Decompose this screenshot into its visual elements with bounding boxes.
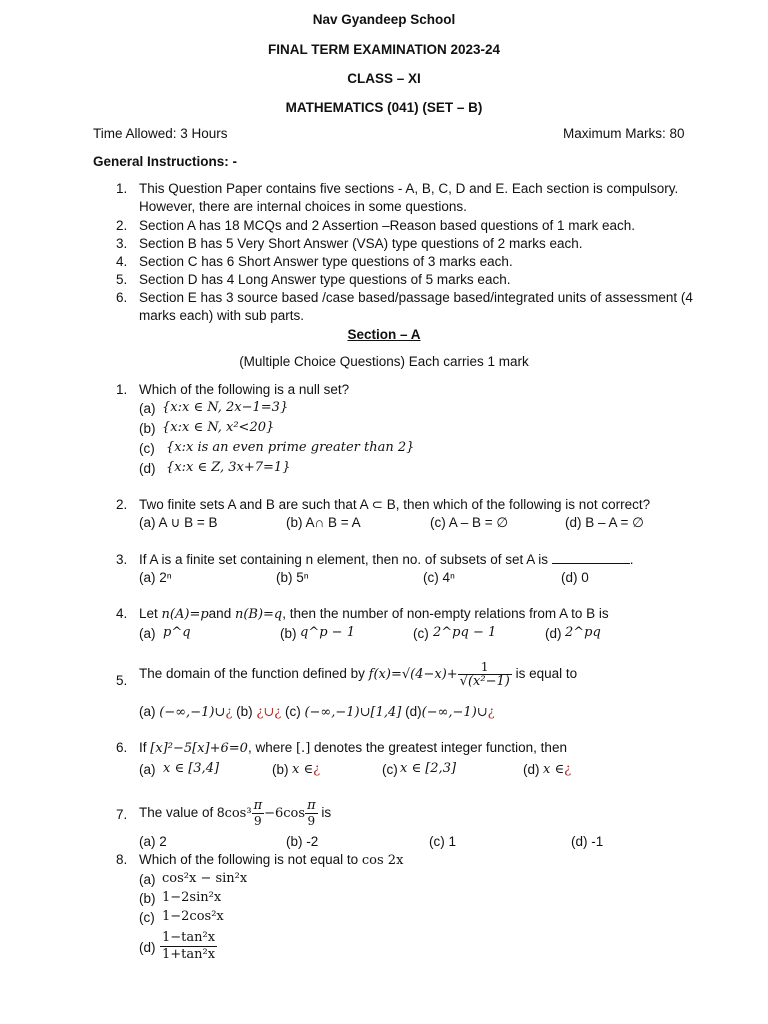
fraction bbox=[305, 799, 318, 828]
math-expression: cos 2x bbox=[361, 853, 404, 868]
option-line bbox=[139, 704, 495, 720]
option-math: x ∈ [2,3] bbox=[400, 761, 457, 776]
fraction-denominator: √(x²−1) bbox=[459, 674, 510, 689]
instruction-text: Section B has 5 Very Short Answer (VSA) type questions of 2 marks each. bbox=[139, 236, 583, 251]
fraction-numerator: 1 bbox=[458, 660, 512, 675]
instruction-text: However, there are internal choices in some questions. bbox=[139, 199, 467, 214]
option: (b) -2 bbox=[286, 834, 319, 849]
option: (b) 5ⁿ bbox=[276, 570, 309, 585]
math-cos: cos³ bbox=[224, 806, 252, 822]
math-expression: n(B)=q bbox=[234, 607, 283, 622]
option-label: (a) bbox=[139, 704, 156, 719]
subject-label: MATHEMATICS (041) (SET – B) bbox=[285, 100, 483, 115]
option: (d) -1 bbox=[571, 834, 604, 849]
question-text: , where bbox=[247, 740, 293, 755]
question-number: 4. bbox=[116, 606, 128, 621]
option-math: x ∈ bbox=[292, 762, 314, 777]
question-text: Which of the following is not equal to bbox=[139, 852, 359, 867]
instruction-text: This Question Paper contains five sections - A, B, C, D and E. Each section is compulsory. bbox=[139, 181, 679, 196]
instruction-number: 6. bbox=[116, 290, 128, 305]
instruction-number: 5. bbox=[116, 272, 128, 287]
question-text-line bbox=[139, 852, 403, 868]
instruction-number: 4. bbox=[116, 254, 128, 269]
option: (c) 4ⁿ bbox=[423, 570, 455, 585]
option-math: p^q bbox=[163, 625, 191, 640]
fraction-numerator: 1−tan²x bbox=[162, 930, 216, 945]
question-number: 2. bbox=[116, 497, 128, 512]
question-text: denotes the greatest integer function, then bbox=[314, 740, 567, 755]
question-number: 7. bbox=[116, 807, 128, 822]
question-text: , then the number of non-empty relations from A to B is bbox=[282, 606, 609, 621]
option-label: (c) bbox=[382, 762, 398, 777]
question-end: . bbox=[629, 552, 634, 567]
option-math: x ∈ [3,4] bbox=[163, 761, 220, 776]
math-expression: [x]²−5[x]+6=0 bbox=[150, 741, 248, 756]
option-label: (d) bbox=[139, 461, 156, 476]
option-label: (c) bbox=[284, 704, 301, 719]
class-label: CLASS – XI bbox=[347, 71, 421, 86]
exam-title: FINAL TERM EXAMINATION 2023-24 bbox=[267, 42, 501, 57]
option-label: (b) bbox=[272, 762, 289, 777]
instruction-text: Section D has 4 Long Answer type questions of 5 marks each. bbox=[139, 272, 511, 287]
option: (d) 0 bbox=[561, 570, 589, 585]
question-text-line bbox=[139, 660, 577, 689]
math-expression: f(x)=√(4−x)+ bbox=[368, 667, 458, 683]
option-math: {x:x ∈ Z, 3x+7=1} bbox=[166, 460, 291, 475]
option-symbol: ¿∪¿ bbox=[256, 705, 282, 720]
option-math: {x:x is an even prime greater than 2} bbox=[166, 440, 415, 455]
maximum-marks: Maximum Marks: 80 bbox=[563, 126, 685, 141]
option-label: (a) bbox=[139, 872, 156, 887]
question-number: 3. bbox=[116, 552, 128, 567]
option-math-wrap bbox=[292, 761, 320, 777]
instruction-text: Section E has 3 source based /case based/passage based/integrated units of assessment (4 bbox=[139, 290, 693, 305]
option-label: (b) bbox=[139, 891, 156, 906]
fraction-denominator: 9 bbox=[254, 814, 262, 828]
question-text-line bbox=[139, 799, 331, 828]
option-label: (d) bbox=[139, 940, 156, 955]
option-math: 2^pq − 1 bbox=[433, 625, 497, 640]
question-text: If A is a finite set containing n element, then no. of subsets of set A is bbox=[139, 552, 549, 567]
question-text-line bbox=[139, 740, 567, 756]
option-math: q^p − 1 bbox=[300, 625, 355, 640]
question-text: is bbox=[321, 805, 332, 821]
option: (c) 1 bbox=[429, 834, 456, 849]
option-label: (d) bbox=[545, 626, 562, 641]
answer-blank bbox=[552, 552, 630, 564]
option-math: {x:x ∈ N, 2x−1=3} bbox=[162, 400, 289, 415]
option-label: (a) bbox=[139, 626, 156, 641]
question-text: and bbox=[208, 606, 232, 621]
option-symbol: ¿ bbox=[313, 762, 321, 777]
fraction-denominator: 9 bbox=[307, 814, 316, 828]
question-text: is equal to bbox=[515, 666, 578, 682]
time-allowed: Time Allowed: 3 Hours bbox=[93, 126, 228, 141]
math-bracket: [.] bbox=[295, 741, 311, 756]
option-label: (b) bbox=[139, 421, 156, 436]
option-math: (−∞,−1)∪[1,4] bbox=[304, 705, 402, 720]
question-text: Which of the following is a null set? bbox=[139, 382, 350, 397]
option-label: (b) bbox=[236, 704, 253, 719]
option-label: (d) bbox=[523, 762, 540, 777]
option-symbol: ¿ bbox=[487, 705, 495, 720]
question-text: The value of 8 bbox=[139, 805, 225, 821]
question-number: 8. bbox=[116, 852, 128, 867]
section-title: Section – A bbox=[347, 327, 421, 342]
question-text: Let bbox=[139, 606, 158, 621]
option-math: cos²x − sin²x bbox=[162, 871, 248, 886]
fraction bbox=[160, 930, 217, 963]
option-label: (a) bbox=[139, 401, 156, 416]
option: (a) 2ⁿ bbox=[139, 570, 172, 585]
option: (d) B – A = ∅ bbox=[565, 515, 644, 530]
option-symbol: ¿ bbox=[225, 705, 233, 720]
question-text-line bbox=[139, 552, 634, 567]
school-name: Nav Gyandeep School bbox=[312, 12, 456, 27]
option-math: (−∞,−1)∪ bbox=[159, 705, 226, 720]
question-number: 6. bbox=[116, 740, 128, 755]
option: (a) A ∪ B = B bbox=[139, 515, 218, 530]
instruction-text: Section C has 6 Short Answer type questions of 3 marks each. bbox=[139, 254, 513, 269]
section-subtitle: (Multiple Choice Questions) Each carries 1 mark bbox=[239, 354, 529, 369]
option: (a) 2 bbox=[139, 834, 167, 849]
question-number: 1. bbox=[116, 382, 128, 397]
instruction-text: Section A has 18 MCQs and 2 Assertion –Reason based questions of 1 mark each. bbox=[139, 218, 636, 233]
math-expression: −6cos bbox=[264, 806, 306, 822]
question-text-line bbox=[139, 606, 609, 622]
option-label: (c) bbox=[413, 626, 429, 641]
option-math: 1−2sin²x bbox=[162, 890, 222, 905]
option-label: (c) bbox=[139, 441, 155, 456]
instruction-number: 3. bbox=[116, 236, 128, 251]
option-math: (−∞,−1)∪ bbox=[421, 705, 488, 720]
question-number: 5. bbox=[116, 673, 128, 688]
instruction-text: marks each) with sub parts. bbox=[139, 308, 305, 323]
instruction-number: 2. bbox=[116, 218, 128, 233]
question-text: If bbox=[139, 740, 147, 755]
fraction-numerator: π bbox=[307, 798, 316, 813]
instruction-number: 1. bbox=[116, 181, 128, 196]
instructions-title: General Instructions: - bbox=[93, 154, 238, 169]
fraction bbox=[252, 799, 265, 828]
option: (c) A – B = ∅ bbox=[430, 515, 509, 530]
option-label: (d) bbox=[405, 704, 422, 719]
option: (b) A∩ B = A bbox=[286, 515, 361, 530]
option-math: {x:x ∈ N, x²<20} bbox=[162, 420, 275, 435]
option-label: (c) bbox=[139, 910, 155, 925]
question-text: Two finite sets A and B are such that A ⊂ B, then which of the following is not correct? bbox=[139, 497, 651, 512]
option-math: 2^pq bbox=[565, 625, 601, 640]
option-label: (b) bbox=[280, 626, 297, 641]
fraction-numerator: π bbox=[253, 798, 263, 813]
option-label: (a) bbox=[139, 762, 156, 777]
fraction-denominator: 1+tan²x bbox=[162, 947, 216, 962]
option-symbol: ¿ bbox=[564, 762, 572, 777]
option-math: x ∈ bbox=[543, 762, 565, 777]
question-text: The domain of the function defined by bbox=[139, 666, 365, 682]
fraction bbox=[458, 660, 512, 689]
option-fraction-wrap bbox=[160, 930, 217, 963]
math-expression: n(A)=p bbox=[161, 607, 209, 622]
option-math: 1−2cos²x bbox=[162, 909, 224, 924]
option-math-wrap bbox=[543, 761, 571, 777]
